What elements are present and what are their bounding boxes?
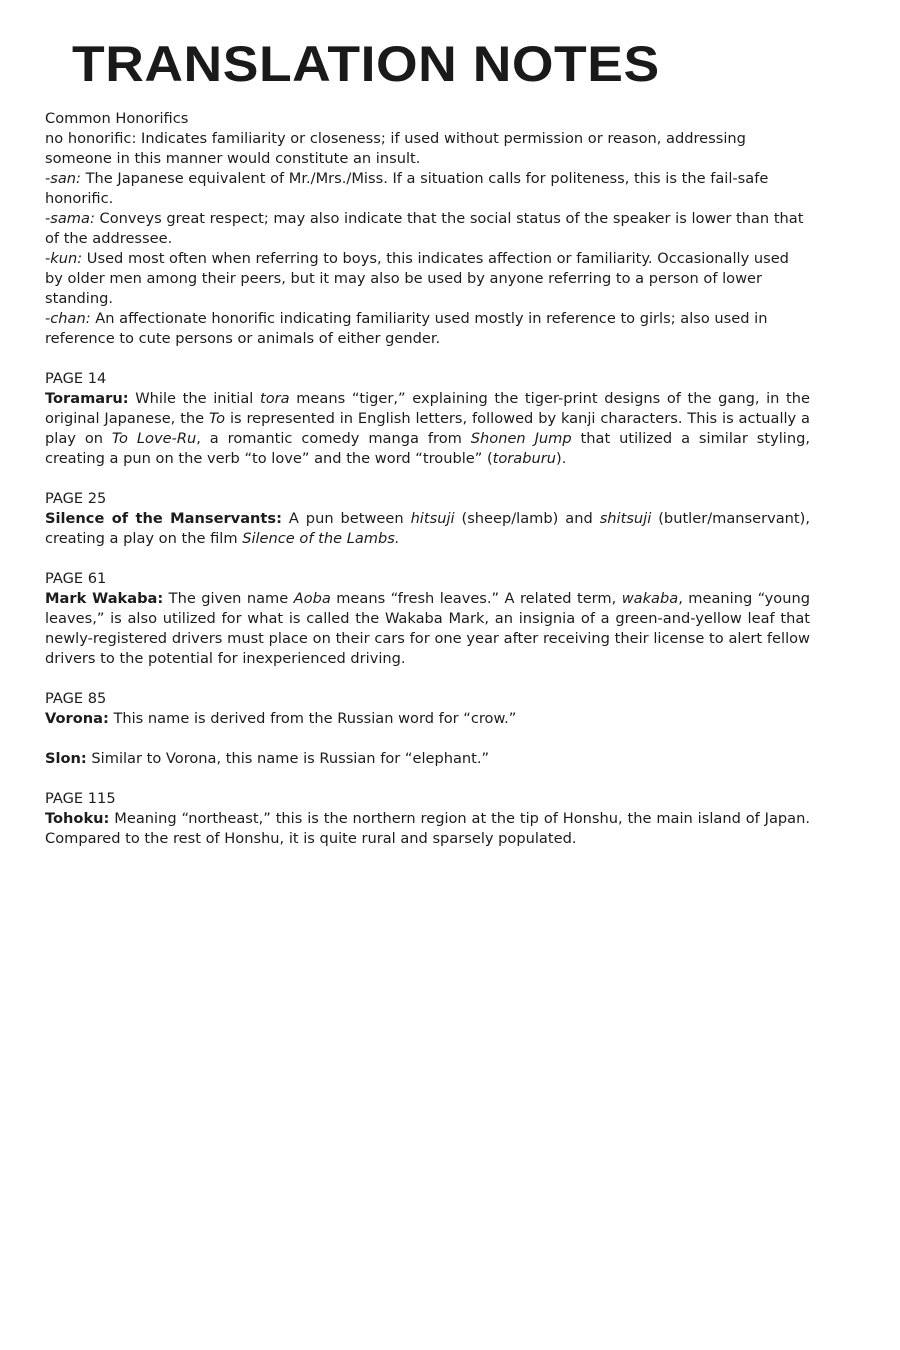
- honorific-definition: Conveys great respect; may also indicate that the social status of the speaker is lower than that of the addressee.: [45, 210, 804, 247]
- honorifics-section: [45, 109, 810, 349]
- notes-content: [45, 109, 810, 869]
- note-term: Silence of the Manservants:: [45, 510, 282, 527]
- note-section: [45, 689, 810, 769]
- honorific-term: -san:: [45, 170, 81, 187]
- note-section: [45, 789, 810, 849]
- note-term: Tohoku:: [45, 810, 110, 827]
- page-reference: PAGE 61: [45, 570, 107, 587]
- note-text: (butler/manservant), creating a play on the film: [45, 510, 810, 547]
- note-italic-term: wakaba: [621, 590, 679, 607]
- note-italic-term: Silence of the Lambs.: [242, 530, 400, 547]
- note-entry: [45, 749, 810, 769]
- note-text: is represented in English letters, followed by kanji characters. This is actually a play on: [45, 410, 811, 447]
- page-reference: PAGE 85: [45, 690, 107, 707]
- note-italic-term: hitsuji: [410, 510, 455, 527]
- note-text: (sheep/lamb) and: [454, 510, 600, 527]
- note-section: [45, 369, 810, 469]
- note-term: Mark Wakaba:: [45, 590, 164, 607]
- honorifics-heading: Common Honorifics: [45, 110, 189, 127]
- honorific-item: [45, 209, 810, 249]
- note-italic-term: Shonen Jump: [470, 430, 572, 447]
- honorific-definition: Used most often when referring to boys, this indicates affection or familiarity. Occasionally used by older men among their peers, but it may also be used by anyone referring to a person of lower standing.: [45, 250, 789, 307]
- note-text: This name is derived from the Russian word for “crow.”: [108, 710, 517, 727]
- note-entry: [45, 709, 810, 729]
- honorific-term: -sama:: [45, 210, 95, 227]
- note-italic-term: shitsuji: [599, 510, 652, 527]
- honorific-term: -chan:: [45, 310, 91, 327]
- honorific-definition: The Japanese equivalent of Mr./Mrs./Miss. If a situation calls for politeness, this is the fail-safe honorific.: [45, 170, 769, 207]
- note-entry: [45, 589, 810, 669]
- note-section: [45, 489, 810, 549]
- note-term: Toramaru:: [45, 390, 129, 407]
- honorific-term: no honorific:: [45, 130, 137, 147]
- note-text: , meaning “young leaves,” is also utilized for what is called the Wakaba Mark, an insignia of a green-and-yellow leaf that newly-registered drivers must place on their cars for one year after receiving their license to alert fellow drivers to the potential for inexperienced driving.: [45, 590, 810, 667]
- honorific-item: [45, 249, 810, 309]
- note-text: that utilized a similar styling, creating a pun on the verb “to love” and the word “trouble” (: [45, 430, 811, 467]
- honorific-item: [45, 129, 810, 169]
- note-italic-term: tora: [259, 390, 290, 407]
- entry-spacer: [45, 729, 810, 749]
- note-text: While the initial: [128, 390, 260, 407]
- note-italic-term: To: [209, 410, 226, 427]
- note-text: ).: [556, 450, 567, 467]
- honorific-definition: Indicates familiarity or closeness; if used without permission or reason, addressing someone in this manner would constitute an insult.: [45, 130, 746, 167]
- note-entry: [45, 509, 810, 549]
- note-text: The given name: [163, 590, 294, 607]
- note-italic-term: toraburu: [492, 450, 556, 467]
- page-title: TRANSLATION NOTES: [72, 36, 660, 92]
- note-text: Similar to Vorona, this name is Russian for “elephant.”: [86, 750, 490, 767]
- note-text: Meaning “northeast,” this is the northern region at the tip of Honshu, the main island of Japan. Compared to the rest of Honshu, it is quite rural and sparsely populated.: [45, 810, 810, 847]
- honorific-item: [45, 309, 810, 349]
- honorific-definition: An affectionate honorific indicating familiarity used mostly in reference to girls; also used in reference to cute persons or animals of either gender.: [45, 310, 768, 347]
- note-text: means “fresh leaves.” A related term,: [330, 590, 622, 607]
- honorific-term: -kun:: [45, 250, 83, 267]
- note-entry: [45, 389, 810, 469]
- page-reference: PAGE 25: [45, 490, 107, 507]
- note-section: [45, 569, 810, 669]
- note-text: means “tiger,” explaining the tiger-print designs of the gang, in the original Japanese, the: [45, 390, 811, 427]
- note-text: , a romantic comedy manga from: [196, 430, 471, 447]
- note-italic-term: To Love-Ru: [111, 430, 197, 447]
- page-notes: [45, 369, 810, 849]
- page-reference: PAGE 14: [45, 370, 107, 387]
- note-italic-term: Aoba: [293, 590, 331, 607]
- note-term: Vorona:: [45, 710, 109, 727]
- page-reference: PAGE 115: [45, 790, 116, 807]
- note-text: A pun between: [281, 510, 411, 527]
- note-term: Slon:: [45, 750, 87, 767]
- honorific-item: [45, 169, 810, 209]
- note-entry: [45, 809, 810, 849]
